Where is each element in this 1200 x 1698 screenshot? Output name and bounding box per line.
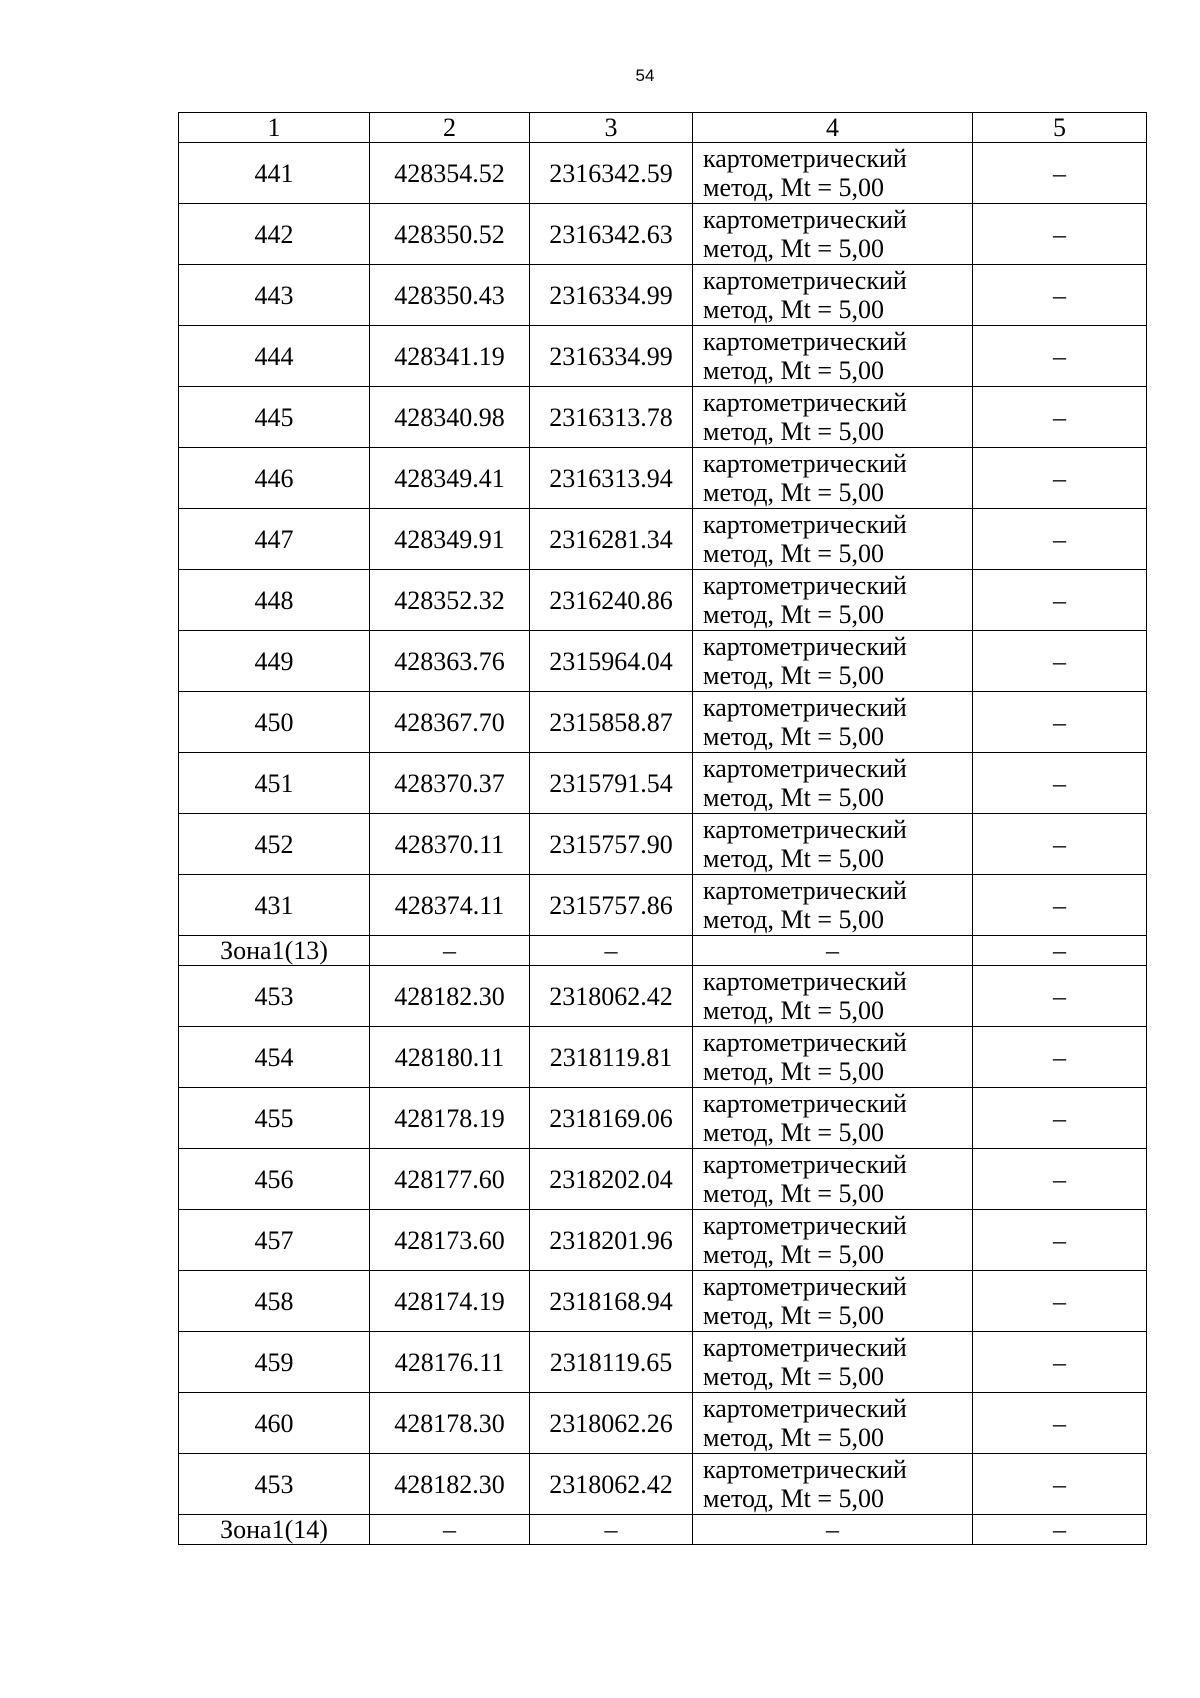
method-line-2: метод, Mt = 5,00 xyxy=(703,905,884,934)
coordinates-table xyxy=(178,112,1147,1545)
cell-y: 2316334.99 xyxy=(530,326,693,387)
method-line-1: картометрический xyxy=(703,1150,907,1179)
cell-x: 428349.91 xyxy=(370,509,530,570)
point-number: 446 xyxy=(179,448,370,509)
table-row xyxy=(179,814,1147,875)
table-row xyxy=(179,1271,1147,1332)
table-row xyxy=(179,1149,1147,1210)
cell-x: 428182.30 xyxy=(370,1454,530,1515)
cell-method xyxy=(693,1027,973,1088)
method-line-2: метод, Mt = 5,00 xyxy=(703,600,884,629)
cell-method xyxy=(693,753,973,814)
point-number: 454 xyxy=(179,1027,370,1088)
cell-note: – xyxy=(973,1027,1147,1088)
table-row xyxy=(179,570,1147,631)
method-line-1: картометрический xyxy=(703,205,907,234)
cell-y: 2316342.63 xyxy=(530,204,693,265)
table-row xyxy=(179,1210,1147,1271)
table-row xyxy=(179,1027,1147,1088)
table-row xyxy=(179,1332,1147,1393)
table-row xyxy=(179,265,1147,326)
cell-note: – xyxy=(973,143,1147,204)
method-line-2: метод, Mt = 5,00 xyxy=(703,1057,884,1086)
cell-x: 428363.76 xyxy=(370,631,530,692)
table-row xyxy=(179,1393,1147,1454)
method-line-1: картометрический xyxy=(703,1272,907,1301)
method-line-2: метод, Mt = 5,00 xyxy=(703,173,884,202)
point-number: 455 xyxy=(179,1088,370,1149)
column-header-5: 5 xyxy=(973,113,1147,143)
point-number: 448 xyxy=(179,570,370,631)
method-line-2: метод, Mt = 5,00 xyxy=(703,1179,884,1208)
method-line-1: картометрический xyxy=(703,1089,907,1118)
table-row xyxy=(179,509,1147,570)
cell-x: 428374.11 xyxy=(370,875,530,936)
method-line-1: картометрический xyxy=(703,967,907,996)
cell-method xyxy=(693,143,973,204)
zone-row xyxy=(179,1515,1147,1545)
method-line-2: метод, Mt = 5,00 xyxy=(703,1484,884,1513)
cell-method xyxy=(693,1149,973,1210)
point-number: 460 xyxy=(179,1393,370,1454)
cell-note: – xyxy=(973,448,1147,509)
cell-method xyxy=(693,570,973,631)
cell-method xyxy=(693,1210,973,1271)
method-line-1: картометрический xyxy=(703,754,907,783)
point-number: 444 xyxy=(179,326,370,387)
cell-y: 2318202.04 xyxy=(530,1149,693,1210)
cell-method xyxy=(693,1454,973,1515)
method-line-1: картометрический xyxy=(703,1394,907,1423)
cell-method xyxy=(693,326,973,387)
point-number: 451 xyxy=(179,753,370,814)
method-line-2: метод, Mt = 5,00 xyxy=(703,844,884,873)
cell-note: – xyxy=(973,631,1147,692)
cell-y: 2315964.04 xyxy=(530,631,693,692)
table-row xyxy=(179,631,1147,692)
table-row xyxy=(179,692,1147,753)
point-number: 458 xyxy=(179,1271,370,1332)
cell-x: 428177.60 xyxy=(370,1149,530,1210)
cell-x: 428178.30 xyxy=(370,1393,530,1454)
table-row xyxy=(179,143,1147,204)
method-line-1: картометрический xyxy=(703,571,907,600)
cell-note: – xyxy=(973,265,1147,326)
cell-x: – xyxy=(370,936,530,966)
cell-x: 428349.41 xyxy=(370,448,530,509)
cell-note: – xyxy=(973,1088,1147,1149)
method-line-2: метод, Mt = 5,00 xyxy=(703,1240,884,1269)
point-number: 442 xyxy=(179,204,370,265)
cell-x: 428180.11 xyxy=(370,1027,530,1088)
method-line-2: метод, Mt = 5,00 xyxy=(703,539,884,568)
cell-note: – xyxy=(973,1454,1147,1515)
table-row xyxy=(179,1088,1147,1149)
point-number: 459 xyxy=(179,1332,370,1393)
cell-x: 428352.32 xyxy=(370,570,530,631)
table-row xyxy=(179,387,1147,448)
method-line-1: картометрический xyxy=(703,510,907,539)
point-number: 452 xyxy=(179,814,370,875)
cell-note: – xyxy=(973,387,1147,448)
cell-y: 2316342.59 xyxy=(530,143,693,204)
method-line-2: метод, Mt = 5,00 xyxy=(703,417,884,446)
cell-method xyxy=(693,814,973,875)
cell-y: 2318062.42 xyxy=(530,966,693,1027)
method-line-2: метод, Mt = 5,00 xyxy=(703,996,884,1025)
method-line-2: метод, Mt = 5,00 xyxy=(703,1362,884,1391)
method-line-1: картометрический xyxy=(703,815,907,844)
cell-y: 2316313.78 xyxy=(530,387,693,448)
method-line-1: картометрический xyxy=(703,1333,907,1362)
cell-y: – xyxy=(530,936,693,966)
cell-x: 428340.98 xyxy=(370,387,530,448)
cell-x: 428367.70 xyxy=(370,692,530,753)
method-line-2: метод, Mt = 5,00 xyxy=(703,1301,884,1330)
cell-y: – xyxy=(530,1515,693,1545)
cell-method xyxy=(693,692,973,753)
table-body xyxy=(179,113,1147,1545)
cell-x: 428341.19 xyxy=(370,326,530,387)
cell-method xyxy=(693,265,973,326)
point-number: 447 xyxy=(179,509,370,570)
point-number: 449 xyxy=(179,631,370,692)
method-line-1: картометрический xyxy=(703,1211,907,1240)
cell-x: 428178.19 xyxy=(370,1088,530,1149)
cell-method: – xyxy=(693,936,973,966)
method-line-2: метод, Mt = 5,00 xyxy=(703,783,884,812)
cell-y: 2318119.81 xyxy=(530,1027,693,1088)
cell-method xyxy=(693,204,973,265)
cell-x: 428370.37 xyxy=(370,753,530,814)
method-line-2: метод, Mt = 5,00 xyxy=(703,295,884,324)
cell-x: 428350.43 xyxy=(370,265,530,326)
cell-method xyxy=(693,1393,973,1454)
cell-y: 2316240.86 xyxy=(530,570,693,631)
method-line-1: картометрический xyxy=(703,388,907,417)
page-number: 54 xyxy=(635,66,655,85)
method-line-2: метод, Mt = 5,00 xyxy=(703,1118,884,1147)
cell-y: 2315757.90 xyxy=(530,814,693,875)
cell-x: 428354.52 xyxy=(370,143,530,204)
cell-method xyxy=(693,1271,973,1332)
table-row xyxy=(179,1454,1147,1515)
cell-y: 2315858.87 xyxy=(530,692,693,753)
cell-x: 428370.11 xyxy=(370,814,530,875)
method-line-1: картометрический xyxy=(703,1028,907,1057)
cell-y: 2315757.86 xyxy=(530,875,693,936)
cell-y: 2318119.65 xyxy=(530,1332,693,1393)
point-number: 453 xyxy=(179,966,370,1027)
point-number: 456 xyxy=(179,1149,370,1210)
cell-method xyxy=(693,966,973,1027)
cell-y: 2318062.26 xyxy=(530,1393,693,1454)
point-number: 441 xyxy=(179,143,370,204)
table-row xyxy=(179,326,1147,387)
method-line-2: метод, Mt = 5,00 xyxy=(703,234,884,263)
point-number: 443 xyxy=(179,265,370,326)
cell-method xyxy=(693,448,973,509)
cell-method xyxy=(693,1088,973,1149)
cell-note: – xyxy=(973,875,1147,936)
point-number: 450 xyxy=(179,692,370,753)
table-row xyxy=(179,966,1147,1027)
method-line-2: метод, Mt = 5,00 xyxy=(703,661,884,690)
cell-y: 2318062.42 xyxy=(530,1454,693,1515)
zone-label: Зона1(13) xyxy=(179,936,370,966)
method-line-2: метод, Mt = 5,00 xyxy=(703,478,884,507)
column-header-3: 3 xyxy=(530,113,693,143)
cell-note: – xyxy=(973,509,1147,570)
method-line-2: метод, Mt = 5,00 xyxy=(703,722,884,751)
column-header-4: 4 xyxy=(693,113,973,143)
cell-note: – xyxy=(973,692,1147,753)
zone-label: Зона1(14) xyxy=(179,1515,370,1545)
table-header-row xyxy=(179,113,1147,143)
cell-note: – xyxy=(973,1332,1147,1393)
cell-note: – xyxy=(973,966,1147,1027)
cell-note: – xyxy=(973,1210,1147,1271)
point-number: 457 xyxy=(179,1210,370,1271)
column-header-2: 2 xyxy=(370,113,530,143)
cell-y: 2318168.94 xyxy=(530,1271,693,1332)
cell-note: – xyxy=(973,570,1147,631)
cell-y: 2318169.06 xyxy=(530,1088,693,1149)
method-line-1: картометрический xyxy=(703,632,907,661)
point-number: 431 xyxy=(179,875,370,936)
cell-x: 428174.19 xyxy=(370,1271,530,1332)
table-row xyxy=(179,204,1147,265)
cell-method xyxy=(693,631,973,692)
column-header-1: 1 xyxy=(179,113,370,143)
zone-row xyxy=(179,936,1147,966)
cell-y: 2316334.99 xyxy=(530,265,693,326)
cell-note: – xyxy=(973,326,1147,387)
method-line-2: метод, Mt = 5,00 xyxy=(703,356,884,385)
cell-note: – xyxy=(973,814,1147,875)
cell-note: – xyxy=(973,753,1147,814)
cell-method xyxy=(693,509,973,570)
cell-note: – xyxy=(973,204,1147,265)
cell-method xyxy=(693,875,973,936)
method-line-1: картометрический xyxy=(703,1455,907,1484)
method-line-2: метод, Mt = 5,00 xyxy=(703,1423,884,1452)
cell-note: – xyxy=(973,936,1147,966)
table-row xyxy=(179,448,1147,509)
cell-y: 2316313.94 xyxy=(530,448,693,509)
method-line-1: картометрический xyxy=(703,144,907,173)
cell-x: 428176.11 xyxy=(370,1332,530,1393)
cell-x: 428350.52 xyxy=(370,204,530,265)
cell-y: 2318201.96 xyxy=(530,1210,693,1271)
cell-note: – xyxy=(973,1149,1147,1210)
cell-x: – xyxy=(370,1515,530,1545)
method-line-1: картометрический xyxy=(703,449,907,478)
cell-x: 428173.60 xyxy=(370,1210,530,1271)
point-number: 445 xyxy=(179,387,370,448)
table-row xyxy=(179,753,1147,814)
cell-method xyxy=(693,1332,973,1393)
method-line-1: картометрический xyxy=(703,876,907,905)
method-line-1: картометрический xyxy=(703,327,907,356)
cell-x: 428182.30 xyxy=(370,966,530,1027)
cell-y: 2315791.54 xyxy=(530,753,693,814)
cell-note: – xyxy=(973,1515,1147,1545)
table-row xyxy=(179,875,1147,936)
method-line-1: картометрический xyxy=(703,693,907,722)
cell-method xyxy=(693,387,973,448)
method-line-1: картометрический xyxy=(703,266,907,295)
cell-note: – xyxy=(973,1393,1147,1454)
cell-y: 2316281.34 xyxy=(530,509,693,570)
point-number: 453 xyxy=(179,1454,370,1515)
cell-note: – xyxy=(973,1271,1147,1332)
cell-method: – xyxy=(693,1515,973,1545)
